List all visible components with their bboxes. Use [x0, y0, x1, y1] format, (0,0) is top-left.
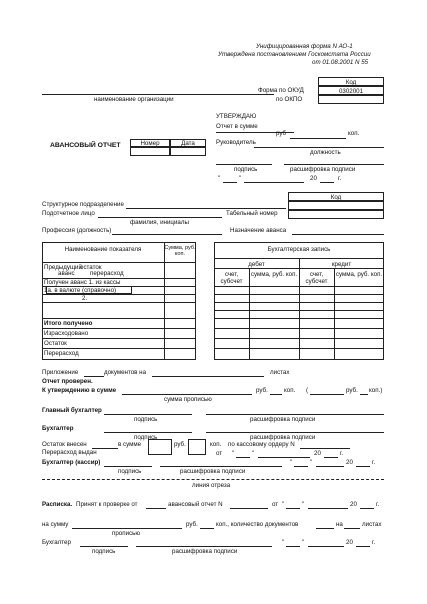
- cashier-decode-caption: расшифровка подписи: [180, 468, 246, 475]
- decode-line: [284, 164, 384, 165]
- kop2-label: коп.: [210, 441, 222, 448]
- receipt-on-sum: на сумму: [42, 521, 69, 528]
- purpose-line: [292, 234, 384, 235]
- right-row-sep-8: [214, 348, 384, 349]
- row-spent: Израсходовано: [44, 330, 89, 337]
- number-col-label: Номер: [140, 140, 160, 147]
- cashier-label: Бухгалтер (кассир): [42, 459, 101, 466]
- right-col-sep-2: [334, 268, 335, 360]
- open-paren: (: [306, 387, 309, 394]
- debet-summa: сумма, руб. коп.: [250, 271, 298, 278]
- checked-label: Отчет проверен.: [42, 378, 93, 385]
- left-row-sep-4: [42, 302, 196, 303]
- person-label: Подотчетное лицо: [42, 210, 95, 217]
- right-row-sep-4: [214, 310, 384, 311]
- sign-caption: подпись: [234, 166, 258, 173]
- month-line: [244, 182, 304, 183]
- words-line: [310, 394, 344, 395]
- org-caption: наименование организации: [94, 96, 174, 103]
- kod-header-box: [318, 77, 384, 86]
- cashier-sign-line: [104, 466, 152, 467]
- receipt-na: на: [336, 521, 343, 528]
- receipt-year-line: [360, 508, 374, 509]
- head-label: Руководитель: [216, 139, 256, 146]
- date-col-head: [170, 139, 206, 147]
- right-row-sep-3: [214, 302, 384, 303]
- right-row-sep-5: [214, 318, 384, 319]
- year-line: [320, 182, 334, 183]
- number-field[interactable]: [130, 147, 170, 156]
- date-field[interactable]: [170, 147, 206, 156]
- person-line: [98, 217, 222, 218]
- sheets-label: листах: [270, 369, 290, 376]
- tab-number-box[interactable]: [288, 210, 384, 219]
- overspend-out-label: Перерасход выдан: [42, 449, 97, 456]
- decode-caption: расшифровка подписи: [290, 166, 356, 173]
- ot-day-line: [236, 457, 250, 458]
- close-rub: руб.: [346, 387, 358, 394]
- profession-label: Профессия (должность): [42, 227, 112, 234]
- right-sub-sep: [214, 268, 384, 269]
- quote-open: ": [218, 175, 221, 182]
- okud-label: Форма по ОКУД: [258, 87, 304, 94]
- kredit-summa: сумма, руб. коп.: [335, 271, 383, 278]
- remain-rub-box[interactable]: [148, 439, 172, 455]
- cut-line: [42, 479, 384, 480]
- head-name: Наименование показателя: [64, 246, 142, 253]
- ot-month-line: [258, 457, 310, 458]
- right-row-sep-7: [214, 338, 384, 339]
- close-kop-line: [360, 394, 368, 395]
- receipt2-month-line: [308, 546, 344, 547]
- receipt-sheets: листах: [362, 521, 382, 528]
- receipt-kop-line: [200, 528, 214, 529]
- left-row-sep-3: [42, 294, 196, 295]
- left-table-vsep: [164, 242, 165, 360]
- row-received: Получен аванс 1. из кассы: [44, 279, 121, 286]
- right-row-sep-6: [214, 328, 384, 329]
- rub2-label: руб.: [174, 441, 186, 448]
- left-head-sep: [42, 262, 196, 263]
- ot-year-line: [324, 457, 338, 458]
- acc-sign-line: [104, 432, 192, 433]
- division-code-box[interactable]: [288, 201, 384, 210]
- row-prev-b: остаток: [80, 264, 102, 271]
- appendix-line: [84, 376, 104, 377]
- receipt-ot: от: [272, 501, 279, 508]
- kop-line: [318, 138, 346, 139]
- date-col-label: Дата: [181, 140, 195, 147]
- docs-line: [152, 376, 264, 377]
- okpo-label: по ОКПО: [276, 96, 303, 103]
- accountant-label: Бухгалтер: [42, 425, 74, 432]
- by-order-label: по кассовому ордеру N: [228, 441, 295, 448]
- division-label: Структурное подразделение: [42, 201, 124, 208]
- receipt-decode-caption: расшифровка подписи: [172, 548, 238, 555]
- remain-in-label: Остаток внесен: [42, 441, 87, 448]
- left-row-sep-7: [42, 338, 196, 339]
- row-pererashod: перерасход: [90, 270, 124, 277]
- acc-sign-caption: подпись: [134, 434, 158, 441]
- right-row-sep-1: [214, 286, 384, 287]
- okpo-box[interactable]: [318, 95, 384, 104]
- receipt-report-n: авансовый отчет N: [168, 501, 223, 508]
- receipt-n-line: [230, 508, 268, 509]
- kod-label: Код: [345, 79, 357, 86]
- chief-acc-label: Главный бухгалтер: [42, 407, 102, 414]
- row-remain: Остаток: [44, 340, 67, 347]
- close-kop: коп.): [369, 387, 383, 394]
- rub-label: руб: [276, 130, 287, 137]
- chief-sign-line: [104, 414, 192, 415]
- receipt-g: г.: [376, 501, 380, 508]
- remain-kop-box[interactable]: [188, 439, 206, 455]
- in-sum-label: в сумме: [118, 441, 142, 448]
- acc-decode-caption: расшифровка подписи: [250, 434, 316, 441]
- acc-decode-line: [206, 432, 384, 433]
- debet-label: дебет: [248, 261, 265, 268]
- receipt-text: Принят к проверке от: [76, 501, 138, 508]
- debet-schet: счет, субсчет: [220, 271, 243, 286]
- receipt-sheets-line: [344, 528, 360, 529]
- okud-box[interactable]: [318, 86, 384, 95]
- left-row-sep-8: [42, 348, 196, 349]
- left-row-sep-5: [42, 318, 196, 319]
- receipt-accountant: Бухгалтер: [42, 539, 71, 546]
- chief-sign-caption: подпись: [134, 416, 158, 423]
- right-row-sep-2: [214, 294, 384, 295]
- cashier-decode-line: [160, 466, 282, 467]
- receipt-title: Расписка.: [42, 501, 73, 508]
- profession-line: [112, 234, 222, 235]
- page-title: АВАНСОВЫЙ ОТЧЕТ: [50, 142, 121, 149]
- right-col-sep-1: [249, 268, 250, 360]
- year-label: 20: [310, 175, 317, 182]
- approve-sum-label: К утверждению в сумме: [42, 387, 117, 394]
- chief-decode-line: [206, 414, 384, 415]
- order-n-line: [300, 448, 350, 449]
- sign-line: [216, 164, 272, 165]
- form-line: Унифицированная форма N АО-1: [256, 43, 353, 50]
- tab-label: Табельный номер: [226, 210, 278, 217]
- division-line: [126, 208, 286, 209]
- row-prev-a: Предыдущий: [44, 264, 82, 271]
- row-total: Итого получено: [44, 320, 93, 327]
- approve-rub: руб.: [256, 387, 268, 394]
- chief-decode-caption: расшифровка подписи: [250, 416, 316, 423]
- person-caption: фамилия, инициалы: [130, 219, 189, 226]
- receipt-rub: руб.: [186, 521, 198, 528]
- report-sum-label: Отчет в сумме: [216, 123, 258, 130]
- receipt-from-line: [146, 508, 166, 509]
- g-label: г.: [338, 175, 342, 182]
- row-overspend: Перерасход: [44, 350, 79, 357]
- receipt-month-line: [308, 508, 348, 509]
- row-currency: 1а. в валюте (справочно): [44, 287, 117, 294]
- row-2: 2.: [82, 295, 88, 302]
- head-line: [254, 147, 384, 148]
- approve-sum-line: [122, 394, 252, 395]
- number-col-head: [130, 139, 170, 147]
- docs-on: документов на: [104, 369, 147, 376]
- receipt-sign-line: [80, 546, 128, 547]
- receipt-year: 20: [350, 501, 357, 508]
- receipt-day-line: [286, 508, 300, 509]
- approve-kop: коп.: [284, 387, 296, 394]
- head-sum: Сумма, руб. коп.: [164, 245, 196, 258]
- left-row-sep-6: [42, 328, 196, 329]
- ot-label: от: [216, 450, 223, 457]
- receipt-in-words: прописью: [112, 530, 140, 537]
- purpose-label: Назначение аванса: [230, 227, 287, 234]
- day-line: [223, 182, 237, 183]
- receipt2-day-line: [286, 546, 300, 547]
- cashier-sign-caption: подпись: [118, 468, 142, 475]
- kredit-label: кредит: [331, 261, 352, 268]
- quote-close: ": [239, 175, 242, 182]
- receipt-decode-line: [136, 546, 272, 547]
- receipt-docs-line: [316, 528, 334, 529]
- kop-label: коп.: [348, 130, 360, 137]
- receipt-sign-caption: подпись: [92, 548, 116, 555]
- approved-line: Утверждена постановлением Госкомстата России: [218, 51, 371, 58]
- cashier-year-line: [356, 466, 370, 467]
- okud-value: 0302001: [338, 88, 364, 95]
- accounting-head: Бухгалтерская запись: [267, 246, 331, 253]
- kredit-schet: счет, субсчет: [305, 271, 328, 286]
- post-caption: должность: [310, 149, 341, 156]
- info-kod-label: Код: [330, 194, 342, 201]
- receipt2-year-line: [356, 546, 370, 547]
- row-avans: аванс: [58, 270, 75, 277]
- sum-caption: сумма прописью: [164, 396, 212, 403]
- receipt-kop-count: коп., количество документов: [216, 521, 299, 528]
- org-line: [42, 94, 274, 95]
- approve-kop-line: [270, 394, 282, 395]
- cut-line-caption: линия отреза: [192, 482, 231, 489]
- info-kod-box: [288, 192, 384, 201]
- cashier-month-line: [316, 466, 344, 467]
- receipt-sum-line: [72, 528, 182, 529]
- date-line: от 01.08.2001 N 55: [312, 59, 369, 66]
- approve-label: УТВЕРЖДАЮ: [216, 113, 257, 120]
- appendix-label: Приложение: [42, 369, 79, 376]
- cashier-day-line: [294, 466, 308, 467]
